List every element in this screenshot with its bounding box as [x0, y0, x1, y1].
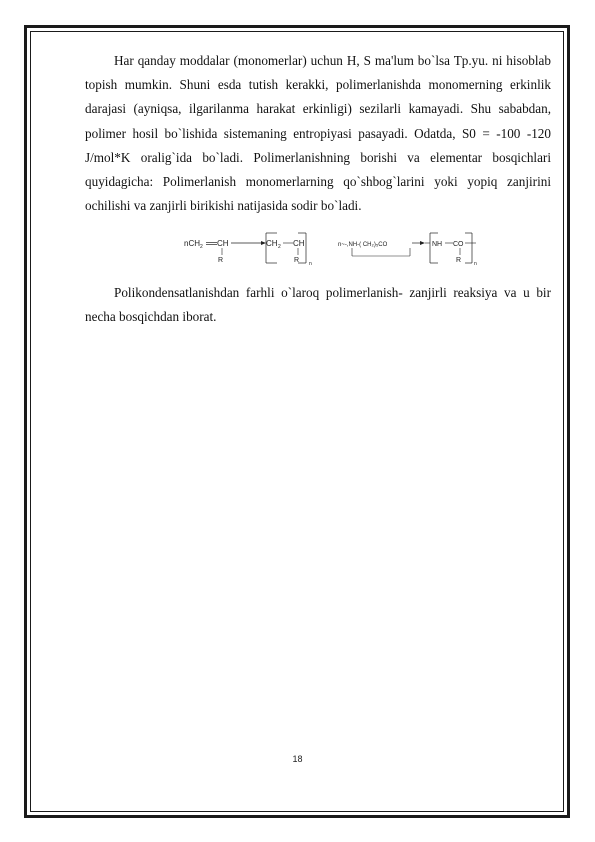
reaction-svg	[180, 230, 485, 268]
r1-product-right: CH	[293, 239, 305, 248]
r1-product-left: CH	[266, 239, 278, 248]
r1-product-subst: R	[294, 257, 300, 264]
body-text	[85, 49, 551, 218]
reaction-1	[184, 233, 312, 267]
r1-monomer-right: CH	[217, 239, 229, 248]
paragraph-1: Har qanday moddalar (monomerlar) uchun H, S ma'lum bo`lsa Tp.yu. ni hisoblab topish mumkin. Shuni esda tutish kerakki, polimerlanishda monomerning erkinlik darajasi (ayniqsa, ilgarilanma harakat erkinligi) sezilarli kamayadi. Shu sababdan, polimer hosil bo`lishida sistemaning entropiyasi pasayadi. Odatda, S0 = -100 -120 J/mol*K oralig`ida bo`ladi. Polimerlanishning borishi va elementar bosqichlari quyidagicha: Polimerlanish monomerlarning qo`shbog`larini yoki yopiq zanjirini ochilishi va zanjirli birikishi natijasida sodir bo`ladi.	[85, 53, 551, 214]
r2-product-left: NH	[432, 241, 443, 248]
r2-reactant: n~-,NH-( CH₂)₅CO	[338, 242, 388, 248]
r2-repeat: n	[474, 261, 477, 267]
page-number: 18	[292, 754, 303, 764]
r1-substituent: R	[218, 257, 224, 264]
body-text-2	[85, 281, 551, 329]
r2-product-right: CO	[453, 241, 464, 248]
r2-arrow-head	[420, 241, 425, 245]
r1-monomer-sub: 2	[200, 244, 203, 250]
r1-product-sub: 2	[278, 244, 281, 250]
reaction-2	[338, 233, 477, 267]
r1-repeat: n	[309, 261, 312, 267]
reaction-scheme	[180, 230, 485, 268]
paragraph-2: Polikondensatlanishdan farhli o`laroq polimerlanish- zanjirli reaksiya va u bir necha bosqichdan iborat.	[85, 285, 551, 325]
r1-monomer-left: nCH	[184, 239, 201, 248]
r2-product-subst: R	[456, 257, 462, 264]
